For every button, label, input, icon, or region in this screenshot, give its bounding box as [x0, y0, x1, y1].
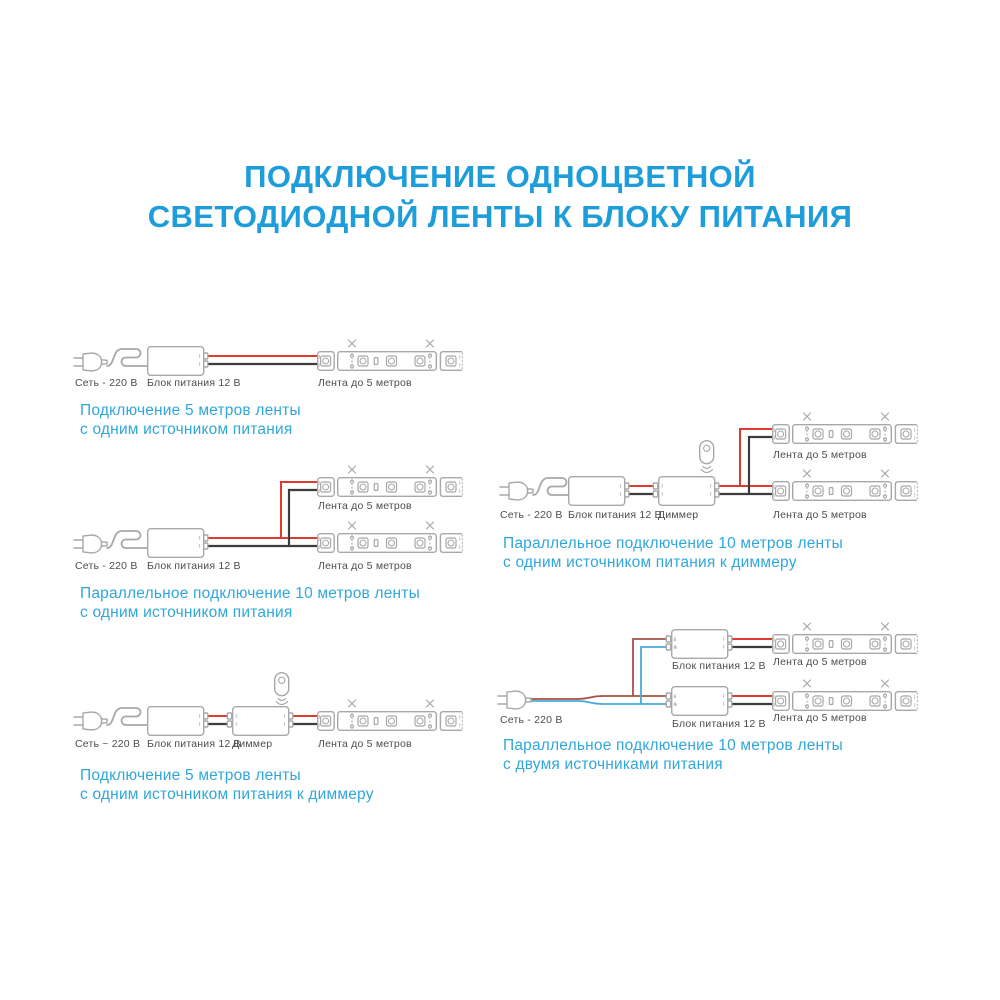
label-strip: Лента до 5 метров	[318, 738, 412, 750]
diagram-caption	[503, 736, 843, 774]
caption-line1: Параллельное подключение 10 метров ленты	[503, 535, 843, 552]
power-plug-icon	[74, 353, 107, 371]
label-mains: Сеть ~ 220 В	[75, 738, 141, 750]
psu-icon	[148, 529, 208, 558]
label-strip: Лента до 5 метров	[318, 377, 412, 389]
label-psu: Блок питания 12 В	[147, 738, 241, 750]
power-plug-icon	[498, 691, 531, 709]
label-strip-bottom: Лента до 5 метров	[773, 712, 867, 724]
led-strip-icon	[318, 340, 463, 370]
terminal-neutral-label: N	[673, 645, 677, 650]
mains-cable	[107, 708, 147, 725]
led-strip-icon	[773, 680, 918, 710]
label-dimmer: Диммер	[232, 738, 273, 750]
caption-line1: Подключение 5 метров ленты	[80, 402, 301, 419]
led-strip-icon	[318, 522, 463, 552]
label-strip-bottom: Лента до 5 метров	[318, 560, 412, 572]
label-psu-top: Блок питания 12 В	[672, 660, 766, 672]
label-mains: Сеть - 220 В	[500, 509, 563, 521]
led-strip-icon	[773, 623, 918, 653]
mains-cable	[107, 349, 147, 366]
diagram-5m-single-psu-dimmer	[74, 673, 462, 736]
psu-top-icon	[666, 630, 732, 659]
caption-line2: с двумя источниками питания	[503, 756, 723, 773]
dimmer-icon	[227, 707, 293, 736]
caption-line2: с одним источником питания	[80, 604, 293, 621]
psu-bottom-icon	[666, 687, 732, 716]
mains-cable	[107, 531, 147, 548]
label-mains: Сеть - 220 В	[500, 714, 563, 726]
psu-icon	[569, 477, 629, 506]
caption-line2: с одним источником питания	[80, 421, 293, 438]
psu-icon	[148, 347, 208, 376]
remote-control-icon	[275, 673, 289, 705]
led-strip-icon	[318, 700, 463, 730]
terminal-neutral-label: N	[673, 702, 677, 707]
remote-control-icon	[700, 441, 714, 473]
diagram-caption	[80, 584, 420, 622]
label-strip-top: Лента до 5 метров	[773, 449, 867, 461]
led-strip-icon	[318, 466, 463, 496]
terminal-live-label: L	[673, 694, 677, 699]
diagram-caption	[503, 534, 843, 572]
page-title-line1: ПОДКЛЮЧЕНИЕ ОДНОЦВЕТНОЙ	[244, 159, 756, 194]
label-strip-bottom: Лента до 5 метров	[773, 509, 867, 521]
caption-line2: с одним источником питания к диммеру	[80, 786, 374, 803]
label-mains: Сеть - 220 В	[75, 377, 138, 389]
wire-live-brown	[531, 639, 669, 699]
label-strip-top: Лента до 5 метров	[773, 656, 867, 668]
caption-line1: Параллельное подключение 10 метров ленты	[503, 737, 843, 754]
caption-line1: Подключение 5 метров ленты	[80, 767, 301, 784]
dimmer-icon	[653, 477, 719, 506]
power-plug-icon	[500, 482, 533, 500]
label-psu: Блок питания 12 В	[147, 560, 241, 572]
diagram-caption	[80, 766, 374, 804]
led-strip-icon	[773, 470, 918, 500]
label-strip-top: Лента до 5 метров	[318, 500, 412, 512]
led-strip-icon	[773, 413, 918, 443]
label-psu: Блок питания 12 В	[147, 377, 241, 389]
terminal-live-label: L	[673, 637, 677, 642]
label-mains: Сеть - 220 В	[75, 560, 138, 572]
label-psu: Блок питания 12 В	[568, 509, 662, 521]
power-plug-icon	[74, 712, 107, 730]
caption-line2: с одним источником питания к диммеру	[503, 554, 797, 571]
caption-line1: Параллельное подключение 10 метров ленты	[80, 585, 420, 602]
psu-icon	[148, 707, 208, 736]
label-dimmer: Диммер	[658, 509, 699, 521]
diagram-5m-single-psu	[74, 340, 462, 375]
power-plug-icon	[74, 535, 107, 553]
diagram-caption	[80, 401, 301, 439]
mains-cable	[533, 478, 568, 495]
label-psu-bottom: Блок питания 12 В	[672, 718, 766, 730]
page-title-line2: СВЕТОДИОДНОЙ ЛЕНТЫ К БЛОКУ ПИТАНИЯ	[147, 199, 853, 234]
